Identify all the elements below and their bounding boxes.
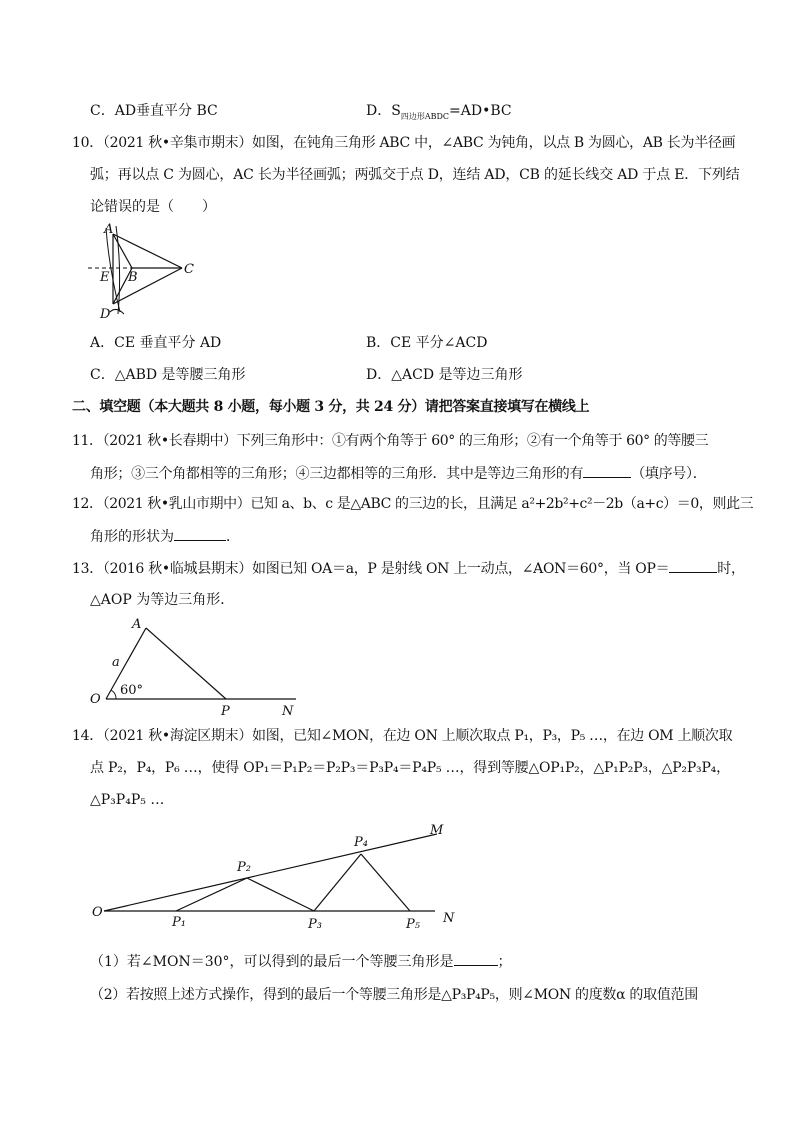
q10-label-e: E [100,270,110,285]
q12-answer-blank[interactable] [174,526,226,541]
q10-option-a: A．CE 垂直平分 AD [90,335,222,351]
q14-segment-p2p3 [247,878,314,911]
q9-option-d-subscript: 四边形ABDC [400,111,450,121]
q14-label-n: N [443,911,455,926]
q13-label-a: A [132,617,142,632]
q11-line-2-text: 角形；③三个角都相等的三角形；④三边都相等的三角形．其中是等边三角形的有 [90,466,584,482]
q9-option-d [366,101,512,127]
q13-figure [88,614,308,720]
q13-segment-ap [146,628,226,699]
q10-option-c: C．△ABD 是等腰三角形 [90,367,246,383]
q10-segment-cd [113,268,182,304]
q10-label-c: C [184,262,194,277]
q14-line-3: △P₃P₄P₅ … [90,792,165,808]
q10-arc-tail [110,309,124,314]
q13-line-1 [72,558,745,579]
q14-segment-p1p2 [176,878,247,911]
q10-option-d: D．△ACD 是等边三角形 [366,367,523,383]
q13-label-side-a: a [112,655,120,670]
q13-line-2: △AOP 为等边三角形． [90,592,235,608]
q9-option-d-suffix: =AD•BC [449,103,512,119]
q14-sub-1 [90,951,512,972]
q12-line-2-end: ． [226,529,240,545]
q11-line-2 [90,463,706,484]
q14-sub-1-text: （1）若∠MON＝30°，可以得到的最后一个等腰三角形是 [90,954,454,970]
q11-answer-blank[interactable] [583,463,631,478]
q10-label-a: A [104,222,114,237]
q12-line-2 [90,526,240,547]
q14-label-p5: P₅ [406,917,420,932]
q10-option-b: B．CE 平分∠ACD [366,335,488,351]
q14-line-2: 点 P₂，P₄，P₆ …，使得 OP₁＝P₁P₂＝P₂P₃＝P₃P₄＝P₄P₅ …，得到等腰△OP₁P₂，△P₁P₂P₃，△P₂P₃P₄， [90,760,730,776]
q10-figure [80,218,210,328]
q13-label-o: O [90,692,101,707]
q13-answer-blank[interactable] [669,558,717,573]
q14-label-p1: P₁ [172,915,186,930]
q14-label-p4: P₄ [354,835,368,850]
q14-label-p3: P₃ [308,917,322,932]
q14-segment-p4p5 [361,854,410,911]
q14-sub-2: （2）若按照上述方式操作，得到的最后一个等腰三角形是△P₃P₄P₅，则∠MON 的度数α 的取值范围 [90,987,698,1003]
q9-option-d-prefix: D．S [366,103,401,119]
q13-angle-arc [111,690,116,699]
section-2-heading: 二、填空题（本大题共 8 小题，每小题 3 分，共 24 分）请把答案直接填写在横线上 [72,399,590,415]
q10-label-b: B [128,270,138,285]
q13-line-1-end: 时， [717,561,745,577]
q14-label-p2: P₂ [237,860,251,875]
q14-sub-1-answer-blank[interactable] [454,951,498,966]
q14-segment-p3p4 [314,854,361,911]
q14-line-1: 14．（2021 秋•海淀区期末）如图，已知∠MON，在边 ON 上顺次取点 P₁，P₃，P₅ …，在边 OM 上顺次取 [72,728,733,744]
q14-figure [90,820,460,936]
q11-line-2-end: （填序号）． [631,466,707,482]
q10-label-d: D [100,307,111,322]
q10-segment-ac [113,234,182,268]
q9-option-c: C．AD垂直平分 BC [90,103,218,119]
q14-label-o: O [92,905,103,920]
q14-ray-om [104,834,437,911]
q10-line-2: 弧；再以点 C 为圆心，AC 长为半径画弧；两弧交于点 D，连结 AD，CB 的延长线交 AD 于点 E．下列结 [90,167,740,183]
q12-line-2-text: 角形的形状为 [90,529,174,545]
q11-line-1: 11．（2021 秋•长春期中）下列三角形中：①有两个角等于 60° 的三角形；②有一个角等于 60° 的等腰三 [72,433,709,449]
q13-line-1-text: 13．（2016 秋•临城县期末）如图已知 OA＝a，P 是射线 ON 上一动点，∠AON＝60°，当 OP＝ [72,561,670,577]
q14-sub-1-end: ； [497,954,512,970]
q13-label-p: P [221,704,230,719]
q13-label-n: N [282,704,294,719]
q14-label-m: M [430,823,444,838]
q13-label-angle: 60° [120,683,144,698]
q10-line-1: 10．（2021 秋•辛集市期末）如图，在钝角三角形 ABC 中，∠ABC 为钝角，以点 B 为圆心，AB 长为半径画 [72,135,736,151]
q10-line-3: 论错误的是（ ） [90,199,216,215]
q12-line-1: 12．（2021 秋•乳山市期中）已知 a、b、c 是△ABC 的三边的长，且满足 a²+2b²+c²－2b（a+c）＝0，则此三 [72,496,754,512]
